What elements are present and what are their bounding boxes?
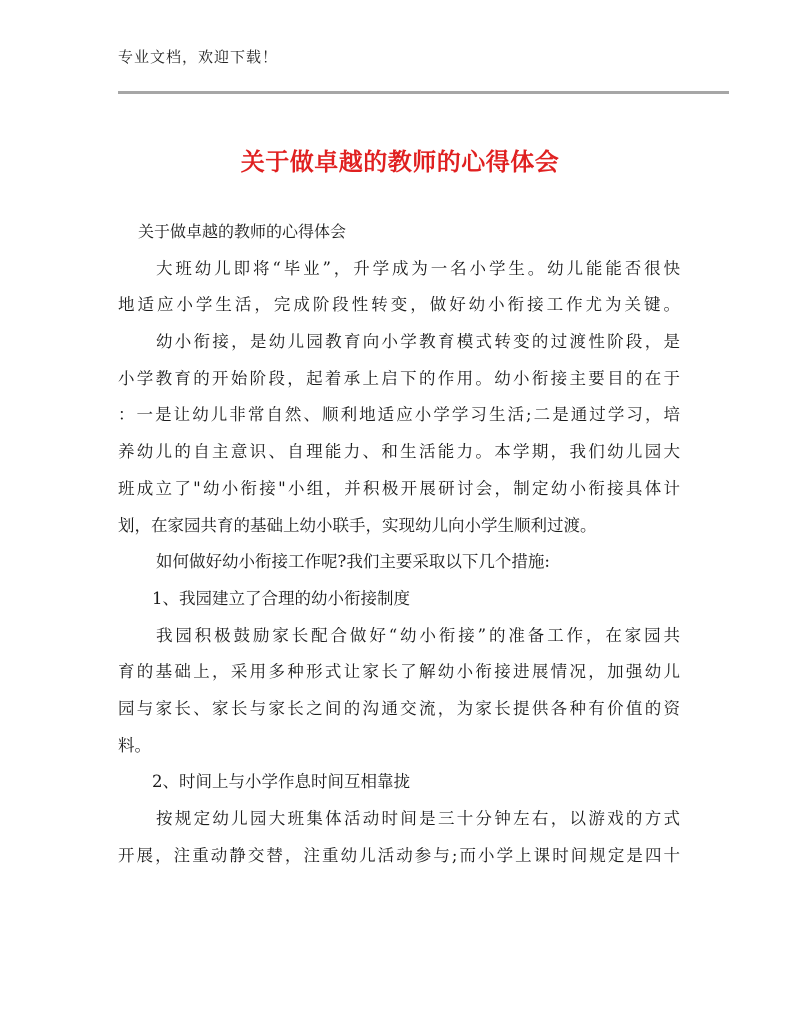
header-divider (118, 91, 729, 94)
paragraph-line: ：一是让幼儿非常自然、顺利地适应小学学习生活;二是通过学习，培 (118, 405, 680, 425)
document-body (118, 214, 680, 874)
paragraph-line: 我园积极鼓励家长配合做好“幼小衔接”的准备工作，在家园共 (156, 625, 680, 645)
paragraph-line: 班成立了"幼小衔接"小组，并积极开展研讨会，制定幼小衔接具体计 (118, 478, 680, 498)
section-heading: 2、时间上与小学作息时间互相靠拢 (152, 772, 410, 792)
paragraph-line: 如何做好幼小衔接工作呢?我们主要采取以下几个措施: (156, 552, 550, 572)
paragraph-line: 幼小衔接，是幼儿园教育向小学教育模式转变的过渡性阶段，是 (156, 332, 680, 352)
paragraph-line: 地适应小学生活，完成阶段性转变，做好幼小衔接工作尤为关键。 (118, 295, 680, 315)
paragraph-line: 按规定幼儿园大班集体活动时间是三十分钟左右，以游戏的方式 (156, 809, 680, 828)
paragraph-line: 大班幼儿即将“毕业”，升学成为一名小学生。幼儿能能否很快 (156, 258, 680, 278)
header-note: 专业文档，欢迎下载！ (118, 48, 279, 66)
paragraph-line: 园与家长、家长与家长之间的沟通交流，为家长提供各种有价值的资 (118, 698, 680, 718)
paragraph-line: 小学教育的开始阶段，起着承上启下的作用。幼小衔接主要目的在于 (118, 368, 680, 388)
paragraph-line: 划，在家园共育的基础上幼小联手，实现幼儿向小学生顺利过渡。 (118, 515, 597, 535)
section-heading: 1、我园建立了合理的幼小衔接制度 (152, 588, 410, 608)
paragraph-line: 料。 (118, 735, 151, 755)
document-subheading: 关于做卓越的教师的心得体会 (138, 222, 347, 241)
paragraph-line: 开展，注重动静交替，注重幼儿活动参与;而小学上课时间规定是四十 (118, 845, 680, 865)
paragraph-line: 育的基础上，采用多种形式让家长了解幼小衔接进展情况，加强幼儿 (118, 662, 680, 682)
document-title: 关于做卓越的教师的心得体会 (240, 148, 560, 176)
paragraph-line: 养幼儿的自主意识、自理能力、和生活能力。本学期，我们幼儿园大 (118, 442, 680, 462)
